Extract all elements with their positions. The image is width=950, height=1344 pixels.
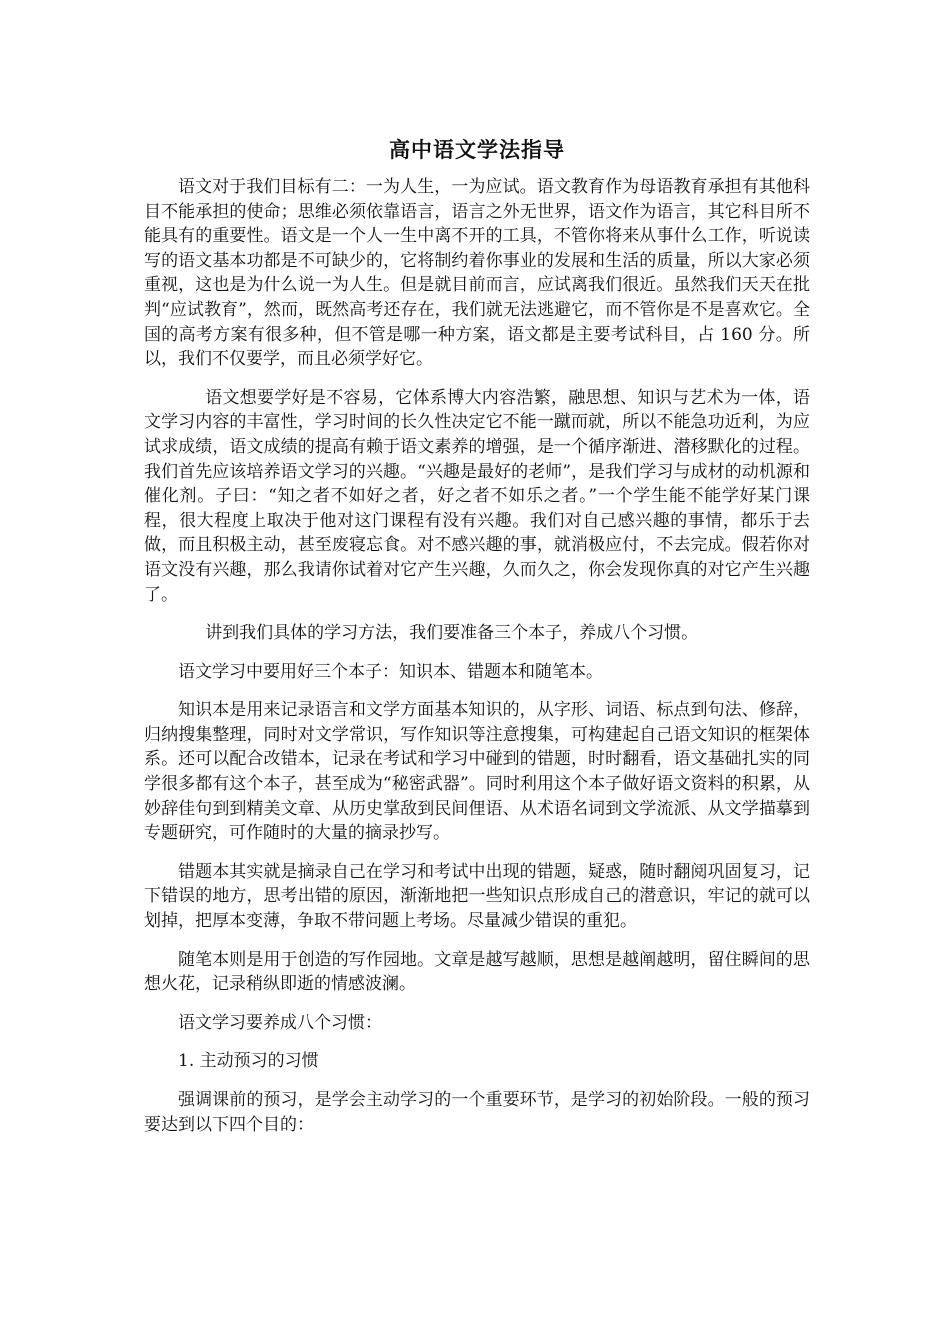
- document-page: [144, 130, 810, 1151]
- paragraph-8: 语文学习要养成八个习惯：: [178, 1012, 382, 1033]
- paragraph-1: 语文对于我们目标有二：一为人生，一为应试。语文教育作为母语教育承担有其他科目不能承担的使命；思维必须依靠语言，语言之外无世界，语文作为语言，其它科目所不能具有的重要性。语文是一个人一生中离不开的工具，不管你将来从事什么工作，听说读写的语文基本功都是不可缺少的，它将制约着你事业的发展和生活的质量，所以大家必须重视，这也是为什么说一为人生。但是就目前而言，应试离我们很近。虽然我们天天在批判“应试教育”，然而，既然高考还存在，我们就无法逃避它，而不管你是不是喜欢它。全国的高考方案有很多种，但不管是哪一种方案，语文都是主要考试科目，占 160 分。所以，我们不仅要学，而且必须学好它。: [144, 177, 810, 370]
- paragraph-7: 随笔本则是用于创造的写作园地。文章是越写越顺，思想是越阐越明，留住瞬间的思想火花，记录稍纵即逝的情感波澜。: [144, 949, 810, 995]
- paragraph-10: 强调课前的预习，是学会主动学习的一个重要环节，是学习的初始阶段。一般的预习要达到以下四个目的：: [144, 1090, 810, 1135]
- paragraph-6: 错题本其实就是摘录自己在学习和考试中出现的错题，疑惑，随时翻阅巩固复习，记下错误的地方，思考出错的原因，渐渐地把一些知识点形成自己的潜意识，牢记的就可以划掉，把厚本变薄，争取不带问题上考场。尽量减少错误的重犯。: [144, 861, 810, 932]
- paragraph-2: 语文想要学好是不容易，它体系博大内容浩繁，融思想、知识与艺术为一体，语文学习内容的丰富性，学习时间的长久性决定它不能一蹴而就，所以不能急功近利，为应试求成绩，语文成绩的提高有赖于语文素养的增强，是一个循序渐进、潜移默化的过程。我们首先应该培养语文学习的兴趣。“兴趣是最好的老师”，是我们学习与成材的动机源和催化剂。子曰：“知之者不如好之者，好之者不如乐之者。”一个学生能不能学好某门课程，很大程度上取决于他对这门课程有没有兴趣。我们对自己感兴趣的事情，都乐于去做，而且积极主动，甚至废寝忘食。对不感兴趣的事，就消极应付，不去完成。假若你对语文没有兴趣，那么我请你试着对它产生兴趣，久而久之，你会发现你真的对它产生兴趣了。: [144, 387, 810, 605]
- paragraph-5: 知识本是用来记录语言和文学方面基本知识的，从字形、词语、标点到句法、修辞，归纳搜集整理，同时对文学常识，写作知识等注意搜集，可构建起自己语文知识的框架体系。还可以配合改错本，记录在考试和学习中碰到的错题，时时翻看，语文基础扎实的同学很多都有这个本子，甚至成为“秘密武器”。同时利用这个本子做好语文资料的积累，从妙辞佳句到到精美文章、从历史掌敌到民间俚语、从术语名词到文学流派、从文学描摹到专题研究，可作随时的大量的摘录抄写。: [144, 700, 810, 844]
- document-title: 高中语文学法指导: [389, 137, 565, 162]
- paragraph-9: 1. 主动预习的习惯: [178, 1051, 319, 1072]
- paragraph-4: 语文学习中要用好三个本子：知识本、错题本和随笔本。: [178, 661, 603, 682]
- paragraph-3: 讲到我们具体的学习方法，我们要准备三个本子，养成八个习惯。: [205, 623, 699, 644]
